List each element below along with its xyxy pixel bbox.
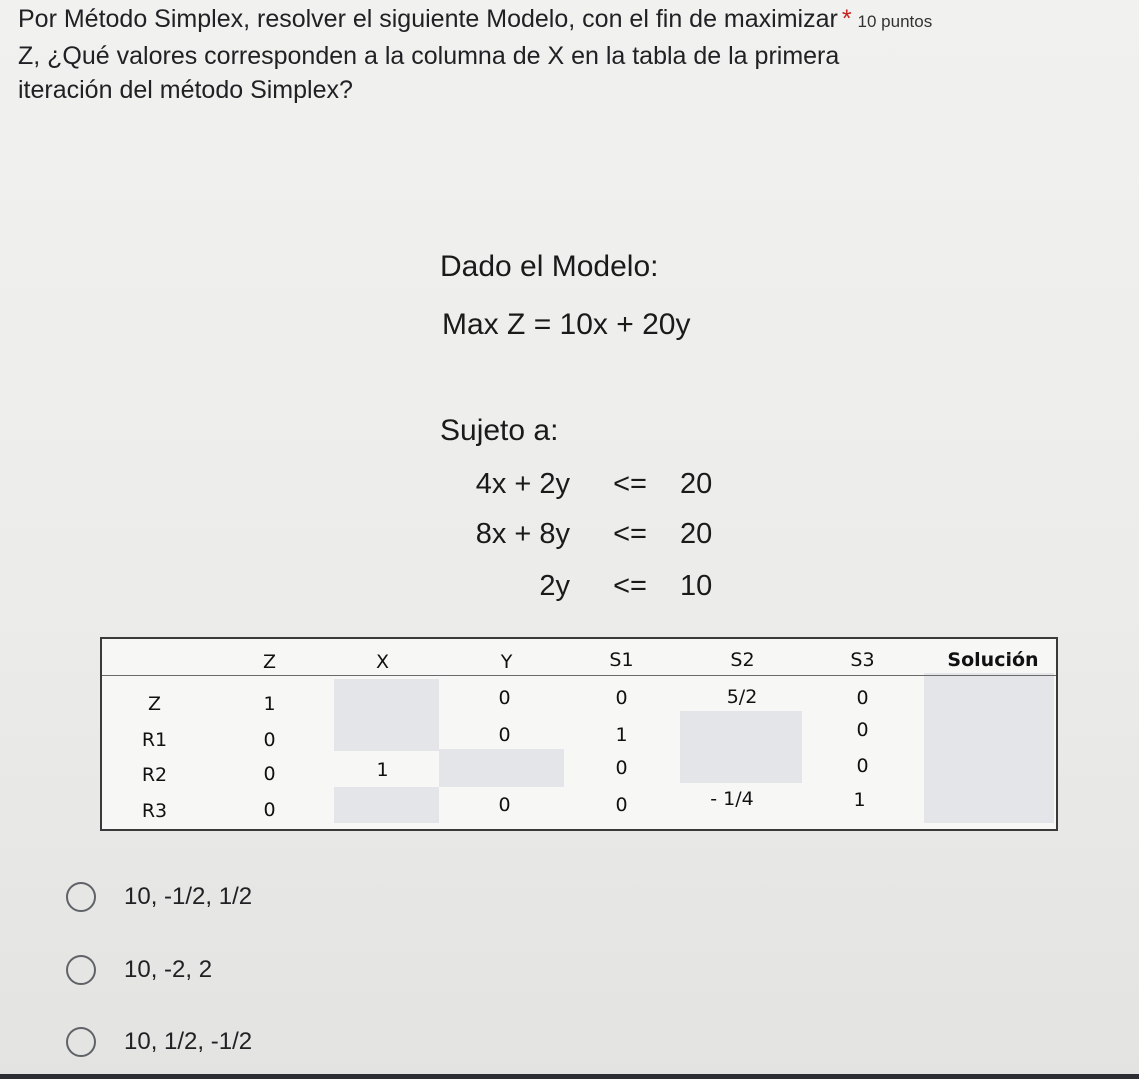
cell-r2-s3: 0 (856, 755, 869, 777)
question-line-2: Z, ¿Qué valores corresponden a la columna de X en la tabla de la primera (18, 42, 840, 70)
option-label[interactable]: 10, -2, 2 (124, 956, 213, 983)
header-s3: S3 (850, 649, 875, 671)
constraint-expr: 8x + 8y (475, 518, 570, 550)
subject-heading: Sujeto a: (440, 414, 559, 447)
simplex-tableau (100, 637, 1058, 831)
cell-r1-z: 0 (263, 729, 276, 751)
constraint-rhs: 20 (680, 468, 713, 500)
option-1[interactable] (66, 882, 466, 922)
constraint-rhs: 10 (680, 570, 713, 602)
constraint-expr: 2y (539, 570, 570, 602)
question-text-start: Por Método Simplex, resolver el siguiente Modelo, con el fin de maximizar (18, 5, 838, 33)
radio-button[interactable] (66, 1027, 96, 1057)
row-label-r1: R1 (141, 729, 168, 751)
header-x: X (375, 651, 390, 673)
blank-cell-shade (439, 749, 564, 787)
header-y: Y (500, 651, 513, 673)
radio-button[interactable] (66, 955, 96, 985)
constraint-2 (440, 518, 760, 554)
cell-z-y: 0 (498, 687, 511, 709)
row-label-z: Z (147, 693, 162, 715)
objective-prefix: Max (442, 308, 499, 341)
model-heading: Dado el Modelo: (440, 250, 659, 283)
cell-r3-z: 0 (263, 799, 276, 821)
row-label-r2: R2 (141, 764, 168, 786)
points-label: 10 puntos (857, 12, 933, 31)
cell-z-s2: 5/2 (726, 686, 758, 708)
bottom-bar (0, 1074, 1139, 1079)
constraint-1 (440, 468, 760, 504)
objective-expression: Z = 10x + 20y (507, 308, 691, 341)
header-z: Z (262, 651, 277, 673)
option-label[interactable]: 10, -1/2, 1/2 (124, 883, 253, 910)
radio-button[interactable] (66, 882, 96, 912)
cell-r3-s1: 0 (615, 794, 628, 816)
constraint-3 (440, 570, 760, 606)
cell-z-s1: 0 (615, 687, 628, 709)
cell-r3-s3: 1 (853, 789, 866, 811)
header-solucion: Solución (947, 649, 1039, 671)
header-s1: S1 (609, 649, 634, 671)
question-line-3: iteración del método Simplex? (18, 76, 353, 104)
cell-z-z: 1 (263, 693, 276, 715)
cell-r2-x: 1 (376, 759, 389, 781)
blank-cell-shade (334, 787, 439, 823)
objective-function (442, 308, 690, 342)
blank-cell-shade (924, 673, 1054, 823)
cell-r2-s1: 0 (615, 757, 628, 779)
header-s2: S2 (730, 649, 755, 671)
blank-cell-shade (680, 711, 802, 783)
cell-r3-y: 0 (498, 794, 511, 816)
required-mark: * (841, 5, 852, 33)
constraint-expr: 4x + 2y (475, 468, 570, 500)
blank-cell-shade (334, 679, 439, 751)
question-line-1 (18, 2, 1128, 39)
cell-r1-y: 0 (498, 724, 511, 746)
option-2[interactable] (66, 955, 466, 995)
constraint-rhs: 20 (680, 518, 713, 550)
row-label-r3: R3 (141, 800, 168, 822)
constraint-op: <= (613, 570, 647, 602)
cell-r2-z: 0 (263, 763, 276, 785)
constraint-op: <= (613, 468, 647, 500)
cell-z-s3: 0 (856, 687, 869, 709)
constraint-op: <= (613, 518, 647, 550)
option-label[interactable]: 10, 1/2, -1/2 (124, 1028, 253, 1055)
option-3[interactable] (66, 1027, 466, 1067)
question-text (18, 2, 1128, 107)
cell-r1-s3: 0 (856, 719, 869, 741)
cell-r3-s2: - 1/4 (710, 788, 754, 810)
cell-r1-s1: 1 (615, 724, 628, 746)
table-divider (102, 675, 1056, 676)
